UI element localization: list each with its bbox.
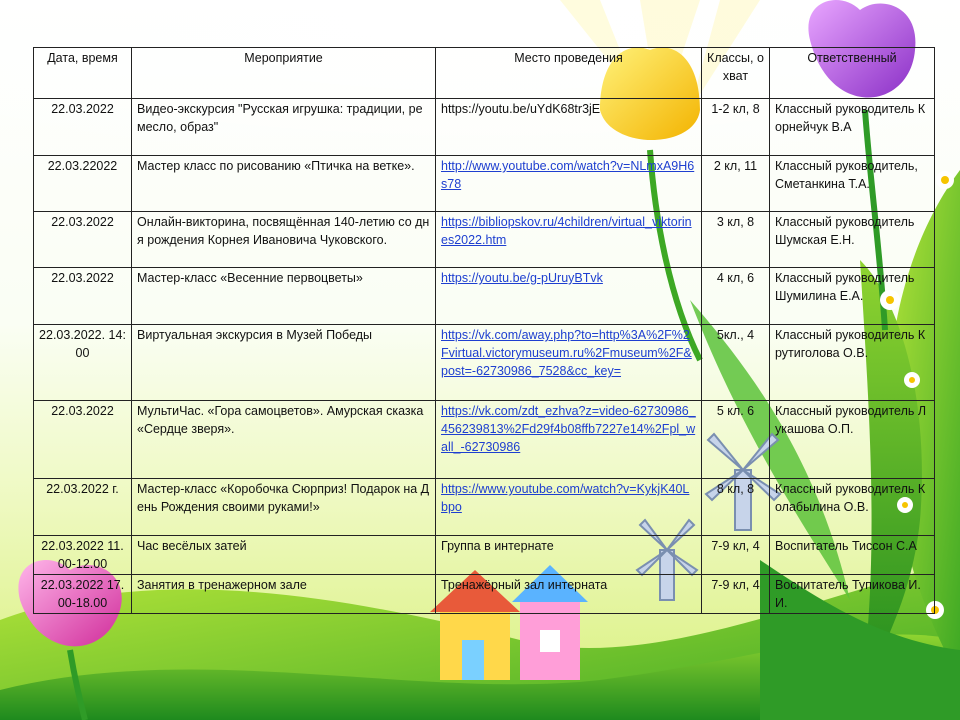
- place-cell: [436, 325, 702, 401]
- event-cell: Час весёлых затей: [132, 536, 436, 575]
- events-table: [33, 47, 935, 614]
- classes-cell: 4 кл, 6: [702, 268, 770, 325]
- table-row: [34, 268, 935, 325]
- event-cell: Мастер класс по рисованию «Птичка на ветке».: [132, 156, 436, 212]
- header-responsible: Ответственный: [770, 48, 935, 99]
- table-row: [34, 99, 935, 156]
- responsible-cell: Классный руководитель Колабылина О.В.: [770, 479, 935, 536]
- header-place: Место проведения: [436, 48, 702, 99]
- schedule-sheet: [33, 47, 934, 614]
- classes-cell: 8 кл, 8: [702, 479, 770, 536]
- date-cell: 22.03.2022 17.00-18.00: [34, 575, 132, 614]
- table-row: [34, 401, 935, 479]
- responsible-cell: Классный руководитель Крутиголова О.В.: [770, 325, 935, 401]
- date-cell: 22.03.2022: [34, 212, 132, 268]
- place-link[interactable]: https://bibliopskov.ru/4children/virtual_viktorines2022.htm: [441, 215, 692, 247]
- classes-cell: 1-2 кл, 8: [702, 99, 770, 156]
- classes-cell: 7-9 кл, 4: [702, 575, 770, 614]
- place-link[interactable]: https://www.youtube.com/watch?v=KykjK40Lbpo: [441, 482, 690, 514]
- table-row: [34, 156, 935, 212]
- place-text: https://youtu.be/uYdK68tr3jE: [441, 102, 601, 116]
- classes-cell: 3 кл, 8: [702, 212, 770, 268]
- classes-cell: 5кл., 4: [702, 325, 770, 401]
- table-body: [34, 99, 935, 614]
- date-cell: 22.03.2022: [34, 268, 132, 325]
- place-text: Тренажёрный зал интерната: [441, 578, 608, 592]
- date-cell: 22.03.2022. 14:00: [34, 325, 132, 401]
- responsible-cell: Классный руководитель Лукашова О.П.: [770, 401, 935, 479]
- table-header-row: [34, 48, 935, 99]
- date-cell: 22.03.2022 11.00-12.00: [34, 536, 132, 575]
- place-link[interactable]: http://www.youtube.com/watch?v=NLmxA9H6s78: [441, 159, 695, 191]
- event-cell: Виртуальная экскурсия в Музей Победы: [132, 325, 436, 401]
- table-row: [34, 536, 935, 575]
- place-cell: [436, 575, 702, 614]
- place-cell: [436, 536, 702, 575]
- event-cell: Занятия в тренажерном зале: [132, 575, 436, 614]
- header-classes: Классы, охват: [702, 48, 770, 99]
- date-cell: 22.03.2022: [34, 99, 132, 156]
- classes-cell: 2 кл, 11: [702, 156, 770, 212]
- table-row: [34, 479, 935, 536]
- responsible-cell: Воспитатель Тупикова И.И.: [770, 575, 935, 614]
- date-cell: 22.03.2022 г.: [34, 479, 132, 536]
- place-text: Группа в интернате: [441, 539, 554, 553]
- responsible-cell: Воспитатель Тиссон С.А: [770, 536, 935, 575]
- table-row: [34, 575, 935, 614]
- date-cell: 22.03.22022: [34, 156, 132, 212]
- table-row: [34, 212, 935, 268]
- place-cell: [436, 479, 702, 536]
- classes-cell: 7-9 кл, 4: [702, 536, 770, 575]
- event-cell: Мастер-класс «Весенние первоцветы»: [132, 268, 436, 325]
- place-cell: [436, 268, 702, 325]
- place-cell: [436, 156, 702, 212]
- place-link[interactable]: https://youtu.be/g-pUruyBTvk: [441, 271, 603, 285]
- responsible-cell: Классный руководитель Шумилина Е.А.: [770, 268, 935, 325]
- place-link[interactable]: https://vk.com/away.php?to=http%3A%2F%2Fvirtual.victorymuseum.ru%2Fmuseum%2F&post=-62730986_7528&cc_key=: [441, 328, 692, 378]
- event-cell: Онлайн-викторина, посвящённая 140-летию со дня рождения Корнея Ивановича Чуковского.: [132, 212, 436, 268]
- responsible-cell: Классный руководитель Шумская Е.Н.: [770, 212, 935, 268]
- classes-cell: 5 кл. 6: [702, 401, 770, 479]
- event-cell: Видео-экскурсия "Русская игрушка: традиции, ремесло, образ": [132, 99, 436, 156]
- date-cell: 22.03.2022: [34, 401, 132, 479]
- place-link[interactable]: https://vk.com/zdt_ezhva?z=video-62730986_456239813%2Fd29f4b08ffb7227e14%2Fpl_wall_-62730986: [441, 404, 696, 454]
- event-cell: Мастер-класс «Коробочка Сюрприз! Подарок на День Рождения своими руками!»: [132, 479, 436, 536]
- place-cell: [436, 99, 702, 156]
- place-cell: [436, 401, 702, 479]
- header-event: Мероприятие: [132, 48, 436, 99]
- header-date: Дата, время: [34, 48, 132, 99]
- responsible-cell: Классный руководитель Корнейчук В.А: [770, 99, 935, 156]
- event-cell: МультиЧас. «Гора самоцветов». Амурская сказка «Сердце зверя».: [132, 401, 436, 479]
- responsible-cell: Классный руководитель, Сметанкина Т.А.: [770, 156, 935, 212]
- place-cell: [436, 212, 702, 268]
- table-row: [34, 325, 935, 401]
